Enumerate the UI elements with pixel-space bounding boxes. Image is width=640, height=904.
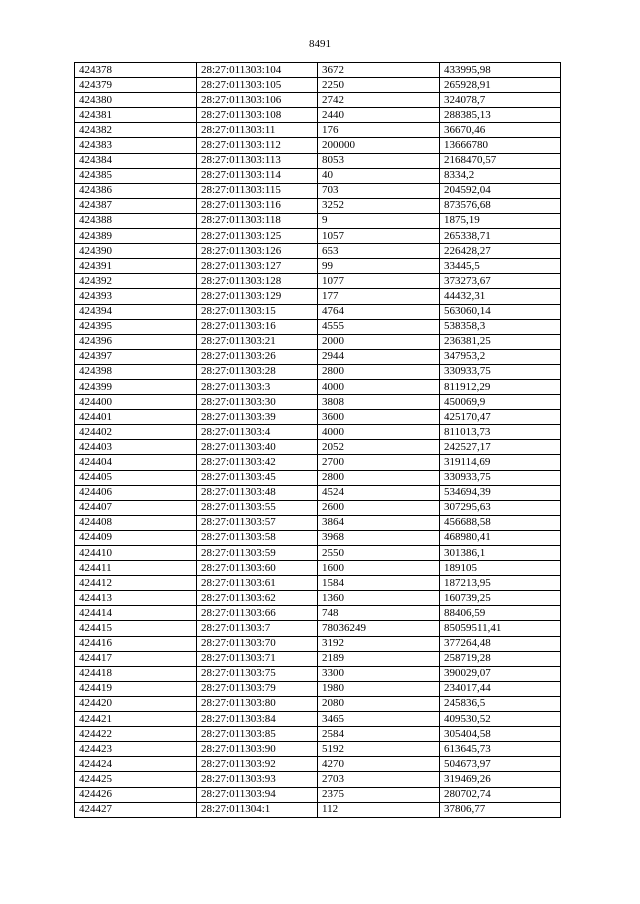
area-cell: 4555 (318, 319, 440, 334)
cadastral-number-cell: 28:27:011303:39 (197, 410, 318, 425)
area-cell: 4524 (318, 485, 440, 500)
cadastral-number-cell: 28:27:011303:118 (197, 213, 318, 228)
cadastral-number-cell: 28:27:011303:92 (197, 757, 318, 772)
value-cell: 319114,69 (440, 455, 561, 470)
area-cell: 3864 (318, 515, 440, 530)
area-cell: 2080 (318, 696, 440, 711)
table-row (75, 304, 561, 319)
cadastral-number-cell: 28:27:011303:127 (197, 259, 318, 274)
record-number-cell: 424386 (75, 183, 197, 198)
cadastral-number-cell: 28:27:011303:57 (197, 515, 318, 530)
cadastral-number-cell: 28:27:011303:4 (197, 425, 318, 440)
record-number-cell: 424423 (75, 742, 197, 757)
table-row (75, 530, 561, 545)
cadastral-number-cell: 28:27:011303:115 (197, 183, 318, 198)
cadastral-number-cell: 28:27:011303:129 (197, 289, 318, 304)
table-row (75, 666, 561, 681)
value-cell: 33445,5 (440, 259, 561, 274)
table-row (75, 742, 561, 757)
cadastral-number-cell: 28:27:011303:48 (197, 485, 318, 500)
cadastral-number-cell: 28:27:011303:42 (197, 455, 318, 470)
table-row (75, 63, 561, 78)
record-number-cell: 424387 (75, 198, 197, 213)
record-number-cell: 424408 (75, 515, 197, 530)
table-row (75, 591, 561, 606)
table-row (75, 757, 561, 772)
table-row (75, 485, 561, 500)
table-row (75, 168, 561, 183)
area-cell: 177 (318, 289, 440, 304)
record-number-cell: 424393 (75, 289, 197, 304)
cadastral-number-cell: 28:27:011303:80 (197, 696, 318, 711)
cadastral-number-cell: 28:27:011303:94 (197, 787, 318, 802)
area-cell: 3600 (318, 410, 440, 425)
table-row (75, 621, 561, 636)
cadastral-number-cell: 28:27:011303:84 (197, 712, 318, 727)
record-number-cell: 424382 (75, 123, 197, 138)
area-cell: 2703 (318, 772, 440, 787)
record-number-cell: 424412 (75, 576, 197, 591)
area-cell: 8053 (318, 153, 440, 168)
value-cell: 204592,04 (440, 183, 561, 198)
value-cell: 8334,2 (440, 168, 561, 183)
value-cell: 280702,74 (440, 787, 561, 802)
table-row (75, 319, 561, 334)
data-table (74, 62, 561, 818)
cadastral-number-cell: 28:27:011303:71 (197, 651, 318, 666)
record-number-cell: 424414 (75, 606, 197, 621)
value-cell: 13666780 (440, 138, 561, 153)
value-cell: 288385,13 (440, 108, 561, 123)
record-number-cell: 424424 (75, 757, 197, 772)
record-number-cell: 424402 (75, 425, 197, 440)
record-number-cell: 424392 (75, 274, 197, 289)
cadastral-number-cell: 28:27:011304:1 (197, 802, 318, 817)
record-number-cell: 424418 (75, 666, 197, 681)
area-cell: 1077 (318, 274, 440, 289)
area-cell: 3808 (318, 395, 440, 410)
record-number-cell: 424409 (75, 530, 197, 545)
value-cell: 811912,29 (440, 379, 561, 394)
area-cell: 2052 (318, 440, 440, 455)
value-cell: 37806,77 (440, 802, 561, 817)
value-cell: 330933,75 (440, 470, 561, 485)
value-cell: 236381,25 (440, 334, 561, 349)
table-row (75, 289, 561, 304)
value-cell: 307295,63 (440, 500, 561, 515)
table-row (75, 772, 561, 787)
cadastral-number-cell: 28:27:011303:58 (197, 530, 318, 545)
record-number-cell: 424419 (75, 681, 197, 696)
record-number-cell: 424383 (75, 138, 197, 153)
table-row (75, 681, 561, 696)
value-cell: 301386,1 (440, 546, 561, 561)
value-cell: 373273,67 (440, 274, 561, 289)
value-cell: 390029,07 (440, 666, 561, 681)
table-row (75, 198, 561, 213)
record-number-cell: 424404 (75, 455, 197, 470)
page-number: 8491 (309, 38, 331, 50)
table-row (75, 364, 561, 379)
table-row (75, 78, 561, 93)
cadastral-number-cell: 28:27:011303:114 (197, 168, 318, 183)
area-cell: 2440 (318, 108, 440, 123)
area-cell: 2800 (318, 470, 440, 485)
cadastral-number-cell: 28:27:011303:116 (197, 198, 318, 213)
table-row (75, 425, 561, 440)
value-cell: 409530,52 (440, 712, 561, 727)
record-number-cell: 424378 (75, 63, 197, 78)
record-number-cell: 424380 (75, 93, 197, 108)
value-cell: 85059511,41 (440, 621, 561, 636)
value-cell: 324078,7 (440, 93, 561, 108)
value-cell: 2168470,57 (440, 153, 561, 168)
area-cell: 2742 (318, 93, 440, 108)
record-number-cell: 424421 (75, 712, 197, 727)
table-row (75, 470, 561, 485)
table-row (75, 334, 561, 349)
table-row (75, 410, 561, 425)
value-cell: 534694,39 (440, 485, 561, 500)
table-row (75, 108, 561, 123)
cadastral-number-cell: 28:27:011303:55 (197, 500, 318, 515)
table-row (75, 349, 561, 364)
record-number-cell: 424403 (75, 440, 197, 455)
cadastral-number-cell: 28:27:011303:61 (197, 576, 318, 591)
value-cell: 245836,5 (440, 696, 561, 711)
area-cell: 3672 (318, 63, 440, 78)
value-cell: 242527,17 (440, 440, 561, 455)
value-cell: 468980,41 (440, 530, 561, 545)
table-row (75, 787, 561, 802)
table-row (75, 153, 561, 168)
cadastral-number-cell: 28:27:011303:112 (197, 138, 318, 153)
cadastral-number-cell: 28:27:011303:126 (197, 244, 318, 259)
area-cell: 2800 (318, 364, 440, 379)
value-cell: 433995,98 (440, 63, 561, 78)
cadastral-number-cell: 28:27:011303:113 (197, 153, 318, 168)
area-cell: 1600 (318, 561, 440, 576)
area-cell: 99 (318, 259, 440, 274)
record-number-cell: 424388 (75, 213, 197, 228)
table-row (75, 727, 561, 742)
cadastral-number-cell: 28:27:011303:30 (197, 395, 318, 410)
table-row (75, 440, 561, 455)
area-cell: 2189 (318, 651, 440, 666)
cadastral-number-cell: 28:27:011303:7 (197, 621, 318, 636)
record-number-cell: 424410 (75, 546, 197, 561)
area-cell: 703 (318, 183, 440, 198)
table-row (75, 500, 561, 515)
area-cell: 4764 (318, 304, 440, 319)
table-row (75, 696, 561, 711)
table-row (75, 123, 561, 138)
area-cell: 176 (318, 123, 440, 138)
record-number-cell: 424413 (75, 591, 197, 606)
value-cell: 88406,59 (440, 606, 561, 621)
value-cell: 160739,25 (440, 591, 561, 606)
area-cell: 4000 (318, 425, 440, 440)
cadastral-number-cell: 28:27:011303:93 (197, 772, 318, 787)
value-cell: 538358,3 (440, 319, 561, 334)
value-cell: 1875,19 (440, 213, 561, 228)
area-cell: 9 (318, 213, 440, 228)
value-cell: 377264,48 (440, 636, 561, 651)
table-row (75, 561, 561, 576)
table-row (75, 515, 561, 530)
value-cell: 563060,14 (440, 304, 561, 319)
area-cell: 2000 (318, 334, 440, 349)
cadastral-number-cell: 28:27:011303:21 (197, 334, 318, 349)
table-row (75, 651, 561, 666)
cadastral-number-cell: 28:27:011303:128 (197, 274, 318, 289)
cadastral-number-cell: 28:27:011303:66 (197, 606, 318, 621)
area-cell: 5192 (318, 742, 440, 757)
cadastral-number-cell: 28:27:011303:125 (197, 229, 318, 244)
value-cell: 44432,31 (440, 289, 561, 304)
table-row (75, 712, 561, 727)
cadastral-number-cell: 28:27:011303:85 (197, 727, 318, 742)
value-cell: 187213,95 (440, 576, 561, 591)
cadastral-number-cell: 28:27:011303:79 (197, 681, 318, 696)
value-cell: 258719,28 (440, 651, 561, 666)
cadastral-number-cell: 28:27:011303:40 (197, 440, 318, 455)
area-cell: 3968 (318, 530, 440, 545)
cadastral-number-cell: 28:27:011303:90 (197, 742, 318, 757)
table-row (75, 183, 561, 198)
table-row (75, 636, 561, 651)
value-cell: 873576,68 (440, 198, 561, 213)
record-number-cell: 424427 (75, 802, 197, 817)
table-row (75, 576, 561, 591)
table-row (75, 244, 561, 259)
record-number-cell: 424398 (75, 364, 197, 379)
value-cell: 330933,75 (440, 364, 561, 379)
record-number-cell: 424391 (75, 259, 197, 274)
record-number-cell: 424416 (75, 636, 197, 651)
value-cell: 265338,71 (440, 229, 561, 244)
area-cell: 1360 (318, 591, 440, 606)
record-number-cell: 424384 (75, 153, 197, 168)
cadastral-number-cell: 28:27:011303:26 (197, 349, 318, 364)
area-cell: 3252 (318, 198, 440, 213)
cadastral-number-cell: 28:27:011303:3 (197, 379, 318, 394)
area-cell: 112 (318, 802, 440, 817)
table-row (75, 93, 561, 108)
area-cell: 200000 (318, 138, 440, 153)
record-number-cell: 424407 (75, 500, 197, 515)
record-number-cell: 424417 (75, 651, 197, 666)
table-row (75, 213, 561, 228)
table-row (75, 259, 561, 274)
record-number-cell: 424422 (75, 727, 197, 742)
area-cell: 3300 (318, 666, 440, 681)
area-cell: 2584 (318, 727, 440, 742)
value-cell: 450069,9 (440, 395, 561, 410)
area-cell: 78036249 (318, 621, 440, 636)
record-number-cell: 424394 (75, 304, 197, 319)
record-number-cell: 424379 (75, 78, 197, 93)
area-cell: 4000 (318, 379, 440, 394)
record-number-cell: 424415 (75, 621, 197, 636)
record-number-cell: 424396 (75, 334, 197, 349)
area-cell: 1980 (318, 681, 440, 696)
cadastral-number-cell: 28:27:011303:104 (197, 63, 318, 78)
cadastral-number-cell: 28:27:011303:108 (197, 108, 318, 123)
record-number-cell: 424411 (75, 561, 197, 576)
value-cell: 613645,73 (440, 742, 561, 757)
table-row (75, 802, 561, 817)
cadastral-number-cell: 28:27:011303:70 (197, 636, 318, 651)
cadastral-number-cell: 28:27:011303:28 (197, 364, 318, 379)
area-cell: 748 (318, 606, 440, 621)
area-cell: 2944 (318, 349, 440, 364)
value-cell: 504673,97 (440, 757, 561, 772)
cadastral-number-cell: 28:27:011303:106 (197, 93, 318, 108)
area-cell: 653 (318, 244, 440, 259)
value-cell: 456688,58 (440, 515, 561, 530)
record-number-cell: 424399 (75, 379, 197, 394)
cadastral-number-cell: 28:27:011303:11 (197, 123, 318, 138)
record-number-cell: 424401 (75, 410, 197, 425)
table-body (75, 63, 561, 818)
area-cell: 3192 (318, 636, 440, 651)
table-row (75, 455, 561, 470)
area-cell: 2700 (318, 455, 440, 470)
record-number-cell: 424381 (75, 108, 197, 123)
table-row (75, 606, 561, 621)
area-cell: 2375 (318, 787, 440, 802)
value-cell: 189105 (440, 561, 561, 576)
value-cell: 305404,58 (440, 727, 561, 742)
cadastral-number-cell: 28:27:011303:59 (197, 546, 318, 561)
table-row (75, 138, 561, 153)
area-cell: 1584 (318, 576, 440, 591)
table-row (75, 395, 561, 410)
record-number-cell: 424385 (75, 168, 197, 183)
table-row (75, 546, 561, 561)
cadastral-number-cell: 28:27:011303:60 (197, 561, 318, 576)
value-cell: 226428,27 (440, 244, 561, 259)
table-row (75, 379, 561, 394)
value-cell: 265928,91 (440, 78, 561, 93)
area-cell: 40 (318, 168, 440, 183)
record-number-cell: 424406 (75, 485, 197, 500)
cadastral-number-cell: 28:27:011303:45 (197, 470, 318, 485)
record-number-cell: 424400 (75, 395, 197, 410)
record-number-cell: 424389 (75, 229, 197, 244)
cadastral-number-cell: 28:27:011303:62 (197, 591, 318, 606)
record-number-cell: 424390 (75, 244, 197, 259)
area-cell: 3465 (318, 712, 440, 727)
record-number-cell: 424420 (75, 696, 197, 711)
cadastral-number-cell: 28:27:011303:75 (197, 666, 318, 681)
value-cell: 234017,44 (440, 681, 561, 696)
table-row (75, 274, 561, 289)
area-cell: 2600 (318, 500, 440, 515)
value-cell: 425170,47 (440, 410, 561, 425)
record-number-cell: 424395 (75, 319, 197, 334)
value-cell: 347953,2 (440, 349, 561, 364)
cadastral-number-cell: 28:27:011303:16 (197, 319, 318, 334)
record-number-cell: 424426 (75, 787, 197, 802)
record-number-cell: 424397 (75, 349, 197, 364)
value-cell: 36670,46 (440, 123, 561, 138)
area-cell: 1057 (318, 229, 440, 244)
value-cell: 811013,73 (440, 425, 561, 440)
cadastral-number-cell: 28:27:011303:15 (197, 304, 318, 319)
table-row (75, 229, 561, 244)
area-cell: 2250 (318, 78, 440, 93)
record-number-cell: 424405 (75, 470, 197, 485)
area-cell: 2550 (318, 546, 440, 561)
cadastral-number-cell: 28:27:011303:105 (197, 78, 318, 93)
value-cell: 319469,26 (440, 772, 561, 787)
record-number-cell: 424425 (75, 772, 197, 787)
area-cell: 4270 (318, 757, 440, 772)
